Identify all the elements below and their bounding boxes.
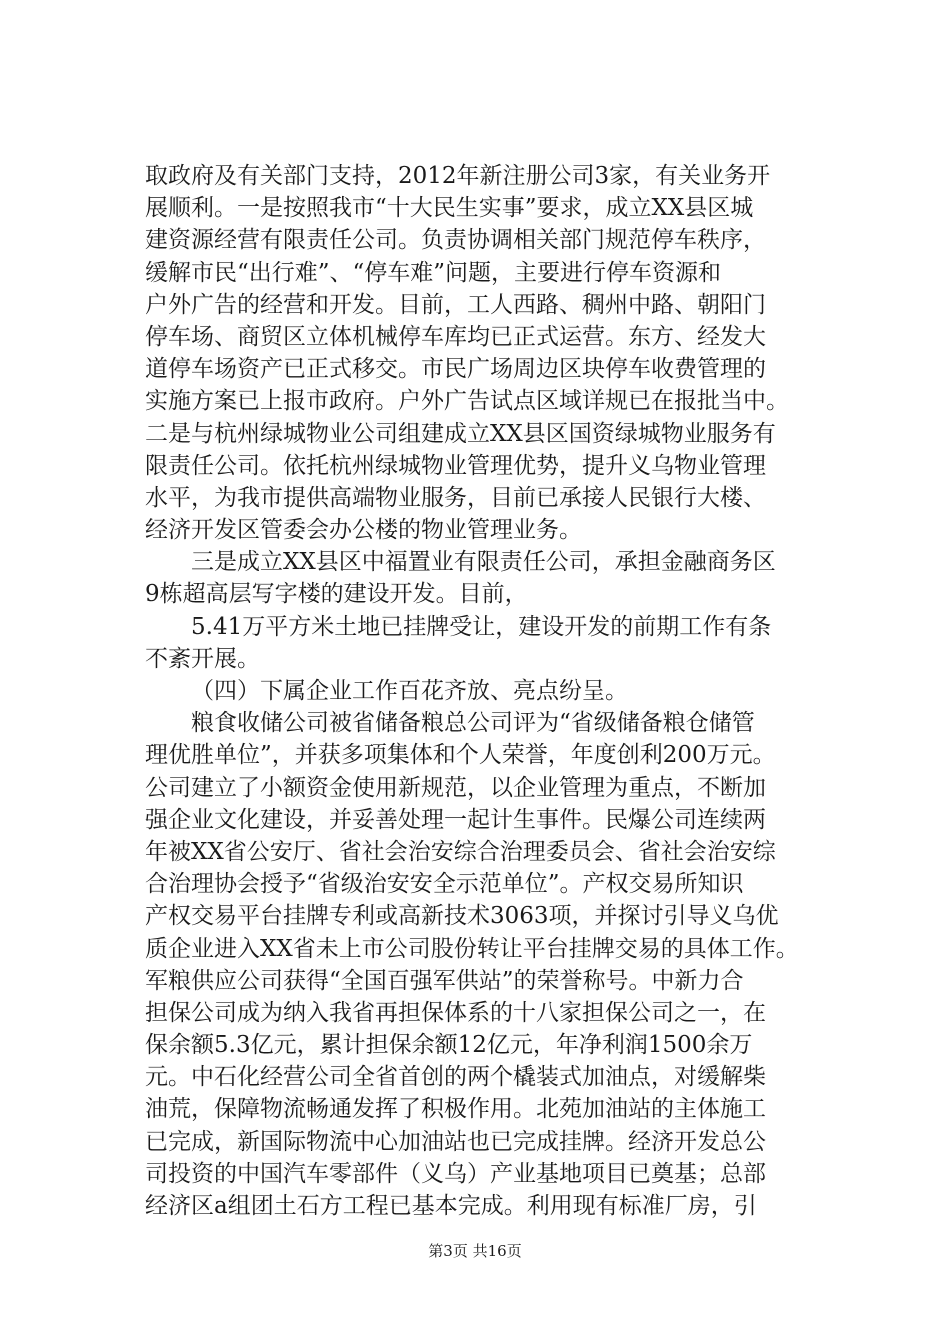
body-line: 实施方案已上报市政府。户外广告试点区域详规已在报批当中。 bbox=[145, 388, 789, 415]
body-line: 5.41万平方米土地已挂牌受让，建设开发的前期工作有条 bbox=[191, 613, 772, 640]
body-line: 9栋超高层写字楼的建设开发。目前， bbox=[145, 581, 528, 608]
body-line: 司投资的中国汽车零部件（义乌）产业基地项目已奠基；总部 bbox=[145, 1160, 766, 1187]
document-body bbox=[145, 160, 815, 1222]
body-line: 三是成立XX县区中福置业有限责任公司，承担金融商务区 bbox=[191, 549, 776, 576]
body-line: 年被XX省公安厅、省社会治安综合治理委员会、省社会治安综 bbox=[145, 838, 776, 865]
body-line: 限责任公司。依托杭州绿城物业管理优势，提升义乌物业管理 bbox=[145, 452, 766, 479]
body-line: 停车场、商贸区立体机械停车库均已正式运营。东方、经发大 bbox=[145, 323, 766, 350]
body-line: 强企业文化建设，并妥善处理一起计生事件。民爆公司连续两 bbox=[145, 806, 766, 833]
body-line: 经济开发区管委会办公楼的物业管理业务。 bbox=[145, 517, 582, 544]
body-line: 经济区a组团土石方工程已基本完成。利用现有标准厂房，引 bbox=[145, 1193, 757, 1219]
body-line: 水平，为我市提供高端物业服务，目前已承接人民银行大楼、 bbox=[145, 484, 766, 511]
body-line: 展顺利。一是按照我市“十大民生实事”要求，成立XX县区城 bbox=[145, 195, 754, 222]
body-line: 缓解市民“出行难”、“停车难”问题，主要进行停车资源和 bbox=[145, 259, 722, 286]
body-line: 取政府及有关部门支持，2012年新注册公司3家，有关业务开 bbox=[145, 163, 771, 189]
body-line: 油荒，保障物流畅通发挥了积极作用。北苑加油站的主体施工 bbox=[145, 1096, 766, 1123]
body-line: 建资源经营有限责任公司。负责协调相关部门规范停车秩序， bbox=[145, 227, 766, 254]
page-footer: 第3页 共16页 bbox=[428, 1242, 522, 1260]
body-line: 军粮供应公司获得“全国百强军供站”的荣誉称号。中新力合 bbox=[145, 967, 744, 994]
body-line: 道停车场资产已正式移交。市民广场周边区块停车收费管理的 bbox=[145, 356, 766, 383]
body-line: （四）下属企业工作百花齐放、亮点纷呈。 bbox=[191, 678, 628, 704]
body-line: 合治理协会授予“省级治安安全示范单位”。产权交易所知识 bbox=[145, 871, 744, 898]
body-line: 质企业进入XX省未上市公司股份转让平台挂牌交易的具体工作。 bbox=[145, 935, 799, 962]
body-line: 户外广告的经营和开发。目前，工人西路、稠州中路、朝阳门 bbox=[145, 291, 766, 318]
body-line: 粮食收储公司被省储备粮总公司评为“省级储备粮仓储管 bbox=[191, 710, 755, 737]
body-line: 已完成，新国际物流中心加油站也已完成挂牌。经济开发总公 bbox=[145, 1128, 766, 1155]
body-line: 二是与杭州绿城物业公司组建成立XX县区国资绿城物业服务有 bbox=[145, 420, 776, 447]
body-line: 不紊开展。 bbox=[145, 645, 260, 672]
body-line: 公司建立了小额资金使用新规范，以企业管理为重点，不断加 bbox=[145, 774, 766, 801]
body-line: 保余额5.3亿元，累计担保余额12亿元，年净利润1500余万 bbox=[145, 1032, 753, 1059]
body-line: 理优胜单位”，并获多项集体和个人荣誉，年度创利200万元。 bbox=[145, 742, 776, 769]
body-line: 元。中石化经营公司全省首创的两个橇装式加油点，对缓解柴 bbox=[145, 1064, 766, 1091]
body-line: 担保公司成为纳入我省再担保体系的十八家担保公司之一，在 bbox=[145, 999, 766, 1026]
body-line: 产权交易平台挂牌专利或高新技术3063项，并探讨引导义乌优 bbox=[145, 903, 779, 930]
